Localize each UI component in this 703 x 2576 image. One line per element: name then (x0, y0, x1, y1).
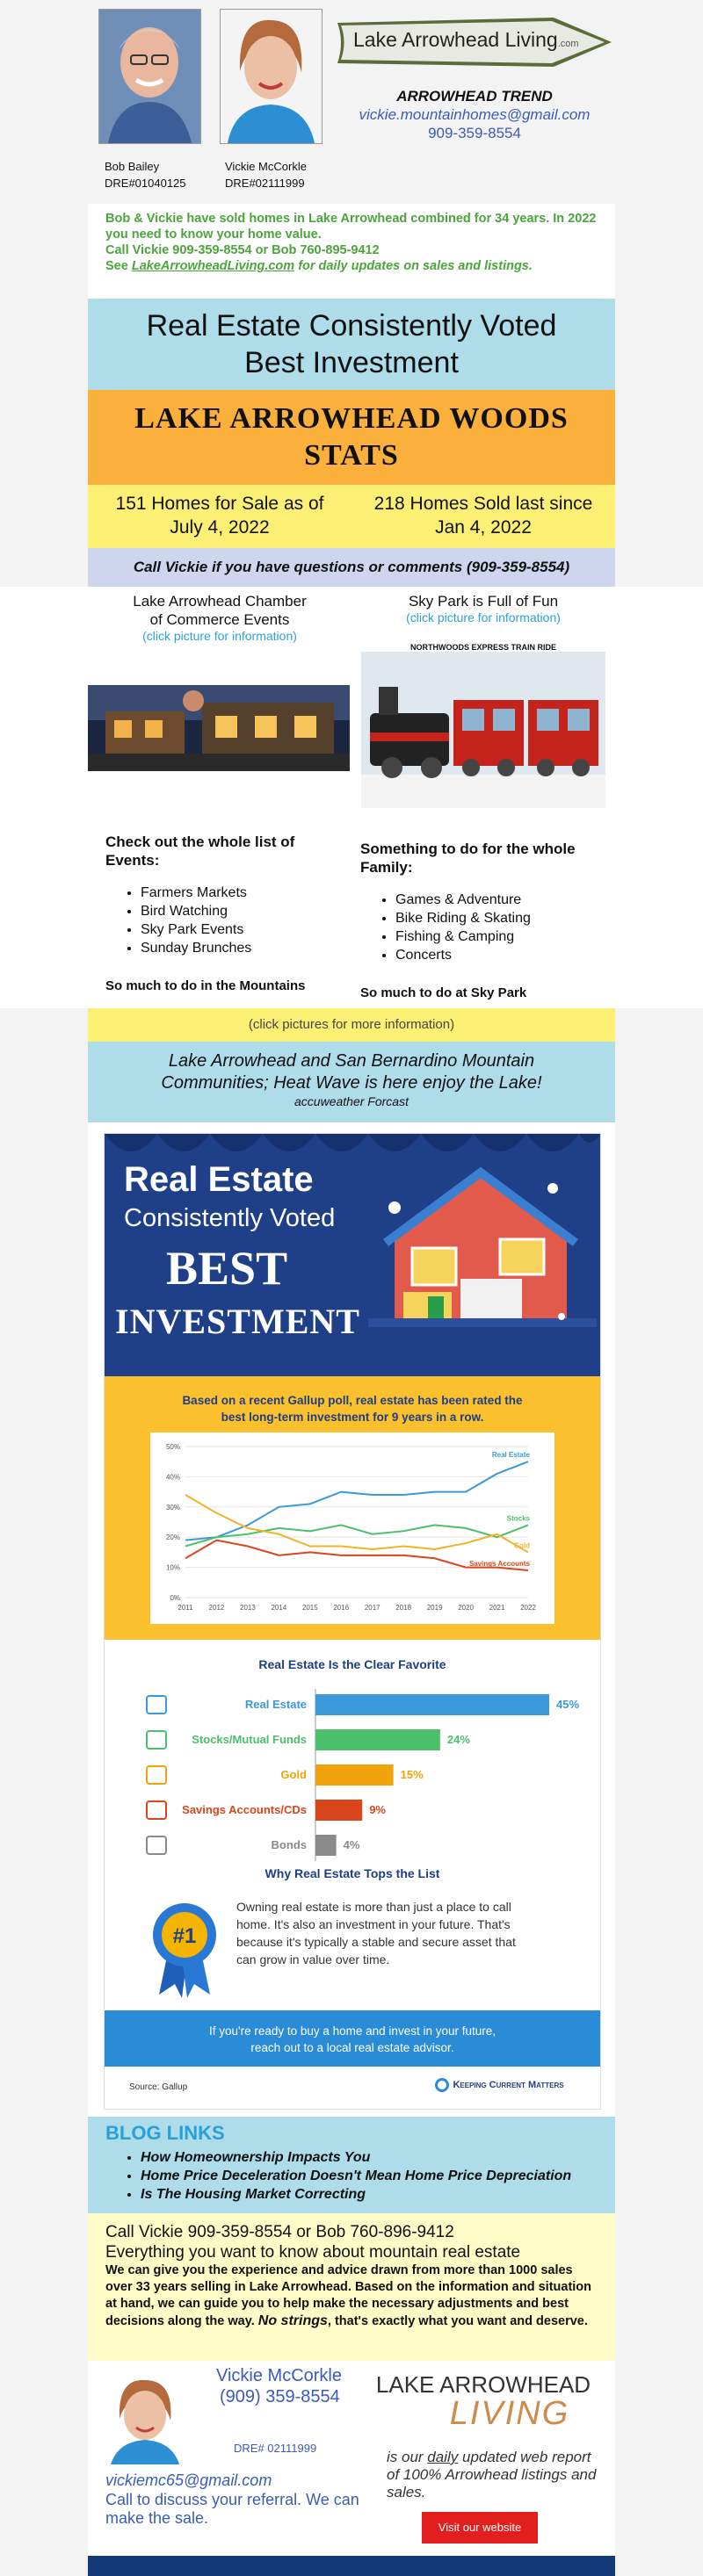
series-label: Gold (513, 1541, 530, 1550)
bar-category-label: Savings Accounts/CDs (182, 1803, 307, 1816)
sky-park-title: Sky Park is Full of Fun (408, 593, 559, 610)
agent-dre-vickie: DRE#02111999 (225, 177, 305, 190)
brand-logo (435, 2077, 584, 2096)
bar-value-label: 45% (556, 1698, 580, 1711)
footer-name: Vickie McCorkle (216, 2366, 342, 2385)
intro-line-2: Call Vickie 909-359-8554 or Bob 760-895-9412 (105, 243, 380, 257)
line-chart (150, 1432, 554, 1624)
x-tick-label: 2016 (333, 1604, 350, 1612)
stat-homes-sold: 218 Homes Sold last since Jan 4, 2022 (373, 494, 593, 538)
x-tick-label: 2017 (364, 1604, 380, 1612)
brand-name: Keeping Current Matters (453, 2079, 564, 2090)
footer-logo[interactable] (369, 2371, 598, 2433)
chamber-events-list (105, 884, 334, 957)
x-tick-label: 2021 (489, 1604, 505, 1612)
bar-value-label: 4% (343, 1838, 360, 1851)
x-tick-label: 2014 (271, 1604, 287, 1612)
intro-line-3: See LakeArrowheadLiving.com for daily updates on sales and listings. (105, 259, 533, 273)
gallup-panel (105, 1376, 600, 1640)
logo-suffix: .com (557, 39, 579, 49)
intro-block (88, 204, 615, 299)
bar-category-label: Stocks/Mutual Funds (192, 1733, 307, 1746)
category-icon (147, 1766, 166, 1784)
list-item: • Bird Watching (141, 902, 334, 920)
list-item: • Bike Riding & Skating (395, 909, 606, 927)
y-tick-label: 20% (165, 1533, 180, 1542)
infographic-wrapper (88, 1122, 615, 2117)
header-section (88, 0, 615, 204)
chamber-events-click[interactable]: (click picture for information) (142, 629, 297, 643)
blog-link-2[interactable]: • Home Price Deceleration Doesn't Mean Home Price Depreciation (141, 2167, 633, 2185)
experience-body: We can give you the experience and advice drawn from more than 1000 sales over 33 years selling in Lake Arrowhead. Based on the information and situation at hand, we can guide you to help make the necessary adjustments and best decisions along the way. No strings, that's exactly what you want and deserve. (105, 2263, 592, 2328)
hero-line-1: Real Estate (124, 1160, 314, 1199)
footer-logo-line-1: LAKE ARROWHEAD (375, 2371, 591, 2398)
visit-website-button[interactable]: Visit our website (422, 2512, 538, 2544)
sky-park-list (360, 891, 606, 964)
bottom-bar (88, 2556, 615, 2576)
y-tick-label: 0% (170, 1594, 180, 1602)
stat-homes-for-sale: 151 Homes for Sale as of July 4, 2022 (115, 494, 324, 538)
x-tick-label: 2013 (240, 1604, 256, 1612)
agent-photo-vickie (220, 9, 323, 144)
bar (315, 1694, 549, 1715)
x-tick-label: 2018 (395, 1604, 412, 1612)
list-item: • Games & Adventure (395, 891, 606, 909)
agent-name-bob: Bob Bailey (105, 160, 160, 173)
category-icon (147, 1696, 166, 1714)
x-tick-label: 2015 (301, 1604, 318, 1612)
infographic[interactable] (104, 1133, 601, 2110)
blog-list (105, 2148, 633, 2204)
header-email[interactable]: vickie.mountainhomes@gmail.com (359, 106, 591, 123)
call-bar-text: Call Vickie if you have questions or comments (909-359-8554) (133, 559, 570, 575)
sky-park-intro: Something to do for the whole Family: (360, 841, 576, 876)
bar (315, 1800, 362, 1821)
category-icon (147, 1731, 166, 1749)
bar (315, 1835, 337, 1856)
footer-dre: DRE# 02111999 (234, 2442, 317, 2455)
blog-link-1[interactable]: • How Homeownership Impacts You (141, 2148, 633, 2167)
series-label: Stocks (506, 1514, 530, 1523)
x-tick-label: 2011 (178, 1604, 193, 1612)
x-tick-label: 2022 (520, 1604, 536, 1612)
footer-phone[interactable]: (909) 359-8554 (220, 2387, 340, 2406)
banner-woods-stats (88, 390, 615, 485)
experience-line-1: Call Vickie 909-359-8554 or Bob 760-896-9412 (105, 2223, 454, 2241)
footer-tagline: is our daily updated web report of 100% Arrowhead listings and sales. (387, 2449, 597, 2500)
trend-title: ARROWHEAD TREND (396, 88, 553, 105)
why-text: Owning real estate is more than just a place to call home. It's also an investment in your future. That's because it's typically a stable and secure asset that can grow in value over time. (236, 1900, 516, 1966)
source-label: Source: Gallup (129, 2082, 188, 2092)
bar-chart (105, 1678, 600, 1872)
chamber-events-title: Lake Arrowhead Chamber of Commerce Events (133, 593, 307, 628)
x-tick-label: 2020 (458, 1604, 474, 1612)
y-tick-label: 30% (165, 1503, 180, 1512)
brand-icon (435, 2078, 449, 2092)
series-line (185, 1461, 528, 1540)
chamber-events-footer: So much to do in the Mountains (105, 978, 306, 993)
bar-category-label: Bonds (271, 1838, 307, 1851)
blog-link-3[interactable]: • Is The Housing Market Correcting (141, 2185, 633, 2204)
series-line (185, 1525, 528, 1546)
series-label: Real Estate (491, 1451, 530, 1460)
agent-dre-bob: DRE#01040125 (105, 177, 186, 190)
badge-label: #1 (172, 1924, 197, 1948)
hero-line-4: INVESTMENT (115, 1302, 360, 1341)
banner-best-investment (88, 299, 615, 390)
sky-park-click[interactable]: (click picture for information) (406, 610, 561, 624)
list-item: • Concerts (395, 946, 606, 964)
list-item: • Farmers Markets (141, 884, 334, 902)
blog-section (88, 2117, 615, 2213)
footer-photo-vickie (107, 2373, 183, 2464)
footer-email[interactable]: vickiemc65@gmail.com (105, 2471, 272, 2489)
logo-text: Lake Arrowhead Living (353, 28, 558, 51)
favorite-title: Real Estate Is the Clear Favorite (258, 1657, 446, 1671)
call-bar (88, 548, 615, 587)
stats-row (88, 485, 615, 548)
why-title: Why Real Estate Tops the List (265, 1866, 440, 1880)
bar (315, 1764, 394, 1786)
weather-block (88, 1042, 615, 1122)
experience-section (88, 2213, 615, 2361)
banner-best-text: Real Estate Consistently Voted Best Investment (146, 309, 557, 379)
bar-value-label: 9% (369, 1803, 386, 1816)
infographic-hero (105, 1134, 600, 1376)
events-section (0, 587, 703, 1008)
cta-text: If you're ready to buy a home and invest in your future, reach out to a local real estate advisor. (208, 2024, 496, 2054)
sky-park-image[interactable] (361, 641, 605, 808)
agent-name-vickie: Vickie McCorkle (225, 160, 307, 173)
sky-park-footer: So much to do at Sky Park (360, 985, 527, 1000)
footer-logo-line-2: LIVING (449, 2395, 570, 2432)
intro-site-link[interactable]: LakeArrowheadLiving.com (131, 259, 295, 273)
agent-photo-bob (98, 9, 201, 144)
contact-footer (88, 2361, 615, 2556)
click-more-text[interactable]: (click pictures for more information) (248, 1017, 455, 1032)
banner-woods-text: LAKE ARROWHEAD WOODS STATS (134, 402, 569, 472)
sky-park-image-caption: NORTHWOODS EXPRESS TRAIN RIDE (409, 643, 556, 652)
site-logo[interactable] (334, 16, 613, 70)
footer-referral: Call to discuss your referral. We can make the sale. (105, 2491, 359, 2527)
x-tick-label: 2019 (426, 1604, 443, 1612)
cta-banner (105, 2010, 600, 2067)
x-tick-label: 2012 (208, 1604, 225, 1612)
bar-category-label: Real Estate (244, 1698, 307, 1711)
series-label: Savings Accounts (468, 1560, 530, 1569)
category-icon (147, 1836, 166, 1854)
bar-value-label: 15% (400, 1768, 424, 1781)
chamber-events-intro: Check out the whole list of Events: (105, 833, 295, 869)
blog-title: BLOG LINKS (105, 2122, 225, 2144)
ribbon-badge-icon (152, 1900, 217, 1998)
click-more-bar (88, 1008, 615, 1042)
hero-line-2: Consistently Voted (124, 1204, 336, 1232)
y-tick-label: 40% (165, 1473, 180, 1482)
experience-line-2: Everything you want to know about mountain real estate (105, 2243, 521, 2262)
bar (315, 1729, 440, 1750)
intro-line-1: Bob & Vickie have sold homes in Lake Arrowhead combined for 34 years. In 2022 you need to know your home value. (105, 212, 597, 242)
weather-sub[interactable]: accuweather Forcast (294, 1094, 409, 1108)
category-icon (147, 1801, 166, 1819)
list-item: • Fishing & Camping (395, 927, 606, 946)
bar-category-label: Gold (280, 1768, 307, 1781)
list-item: • Sunday Brunches (141, 939, 334, 957)
gallup-text: Based on a recent Gallup poll, real estate has been rated the best long-term investment for 9 years in a row. (182, 1394, 523, 1424)
header-phone[interactable]: 909-359-8554 (428, 125, 521, 141)
y-tick-label: 50% (165, 1443, 180, 1451)
hero-line-3: BEST (166, 1242, 288, 1295)
chamber-events-image[interactable] (88, 685, 350, 771)
list-item: • Sky Park Events (141, 920, 334, 939)
weather-title[interactable]: Lake Arrowhead and San Bernardino Mountain Communities; Heat Wave is here enjoy the Lake! (161, 1051, 542, 1093)
y-tick-label: 10% (165, 1563, 180, 1572)
bar-value-label: 24% (446, 1733, 470, 1746)
